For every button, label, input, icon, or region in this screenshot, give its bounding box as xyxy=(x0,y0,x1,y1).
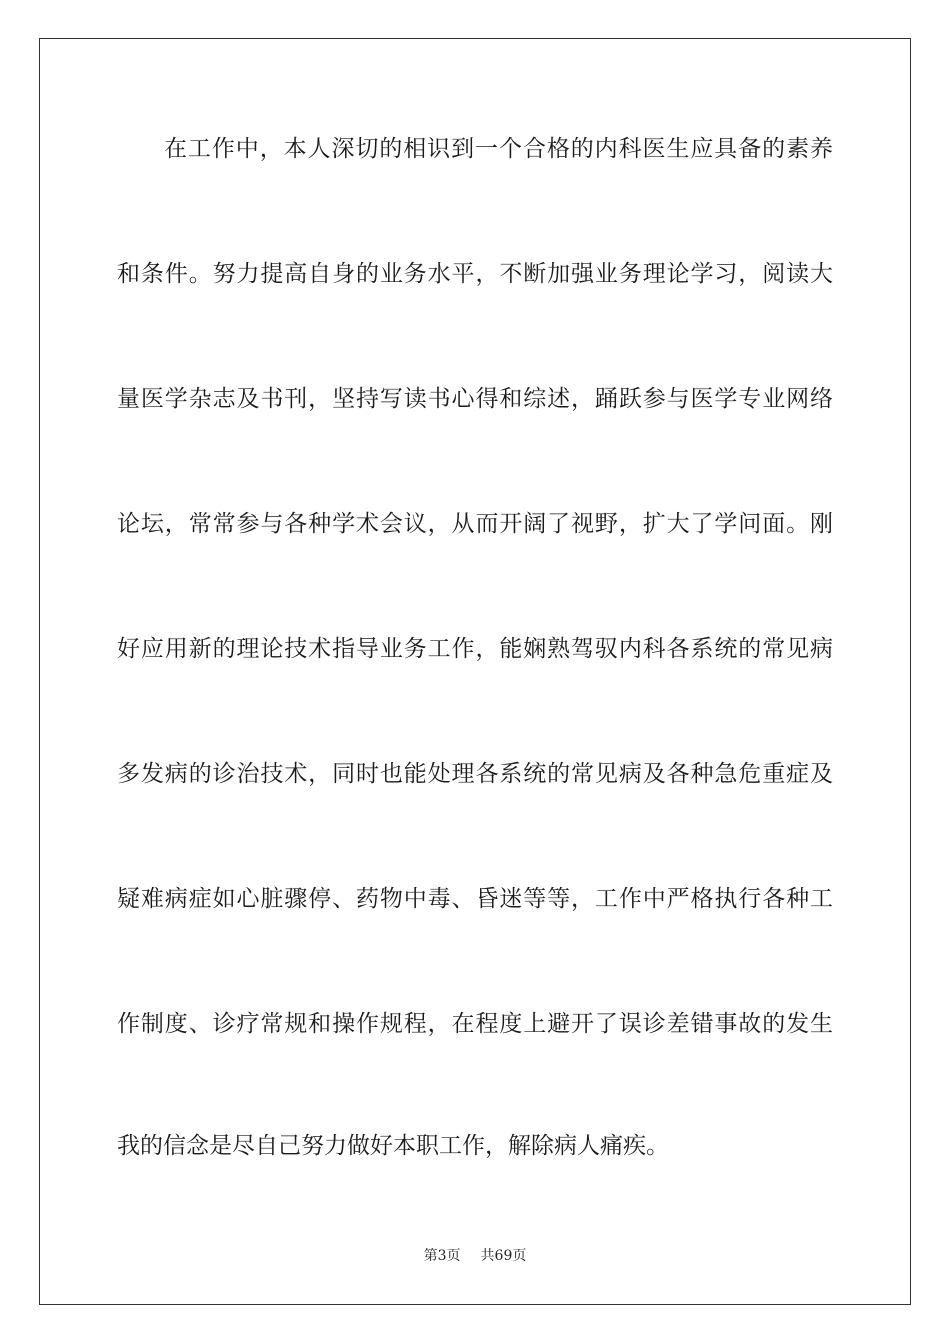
paragraph-line-1: 在工作中，本人深切的相识到一个合格的内科医生应具备的素养 xyxy=(164,136,833,162)
paragraph-line-5: 好应用新的理论技术指导业务工作，能娴熟驾驭内科各系统的常见病 xyxy=(117,636,833,662)
paragraph-line-9: 我的信念是尽自己努力做好本职工作，解除病人痛疾。 xyxy=(117,1133,669,1159)
page-frame xyxy=(39,38,911,1305)
paragraph-line-3: 量医学杂志及书刊，坚持写读书心得和综述，踊跃参与医学专业网络 xyxy=(117,386,833,412)
page-footer xyxy=(0,1247,950,1265)
paragraph-line-2: 和条件。努力提高自身的业务水平，不断加强业务理论学习，阅读大 xyxy=(117,261,833,287)
page-number: 第3页 xyxy=(423,1248,461,1264)
page-total: 共69页 xyxy=(480,1248,527,1264)
paragraph-line-6: 多发病的诊治技术，同时也能处理各系统的常见病及各种急危重症及 xyxy=(117,761,833,787)
paragraph-line-4: 论坛，常常参与各种学术会议，从而开阔了视野，扩大了学问面。刚 xyxy=(117,511,833,537)
paragraph-line-8: 作制度、诊疗常规和操作规程，在程度上避开了误诊差错事故的发生 xyxy=(117,1011,833,1037)
paragraph-line-7: 疑难病症如心脏骤停、药物中毒、昏迷等等，工作中严格执行各种工 xyxy=(117,886,833,912)
